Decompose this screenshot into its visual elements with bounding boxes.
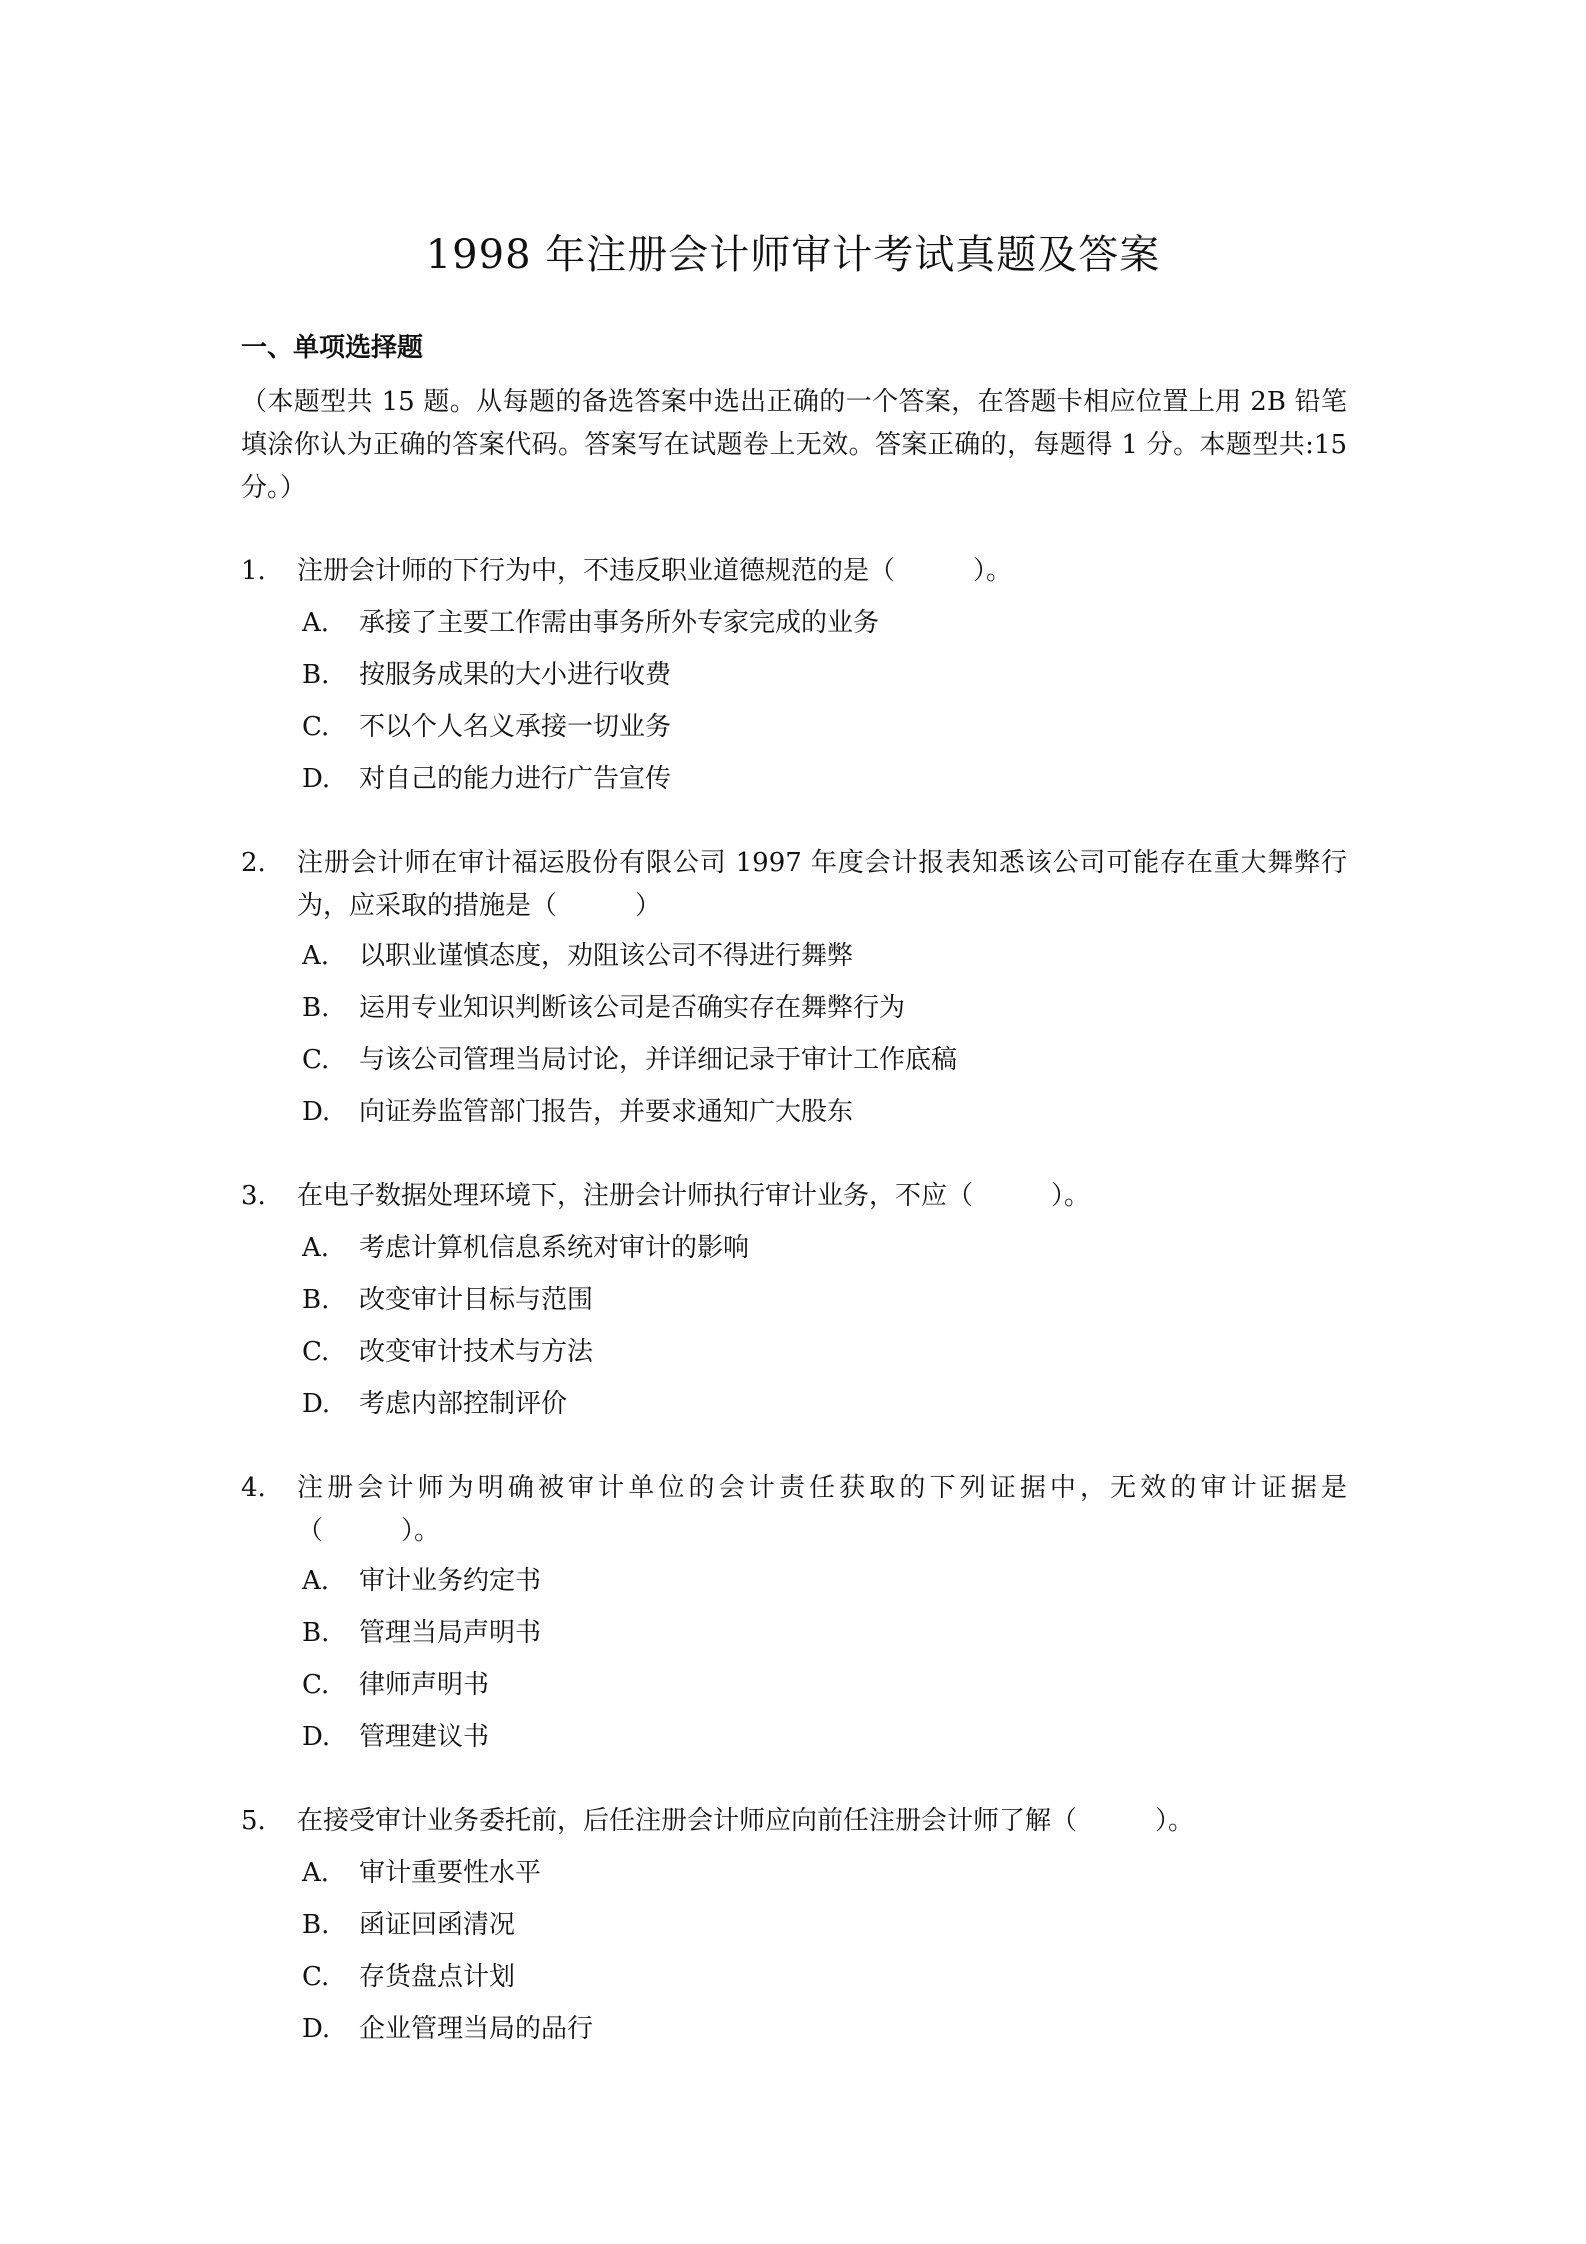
option-text: 管理当局声明书 <box>359 1618 542 1648</box>
option-letter: A. <box>302 1233 330 1263</box>
option-text: 存货盘点计划 <box>359 1962 516 1992</box>
option-text: 企业管理当局的品行 <box>359 2014 594 2044</box>
option-text: 改变审计技术与方法 <box>359 1337 594 1367</box>
option-text: 考虑内部控制评价 <box>359 1389 568 1419</box>
option-letter: C. <box>302 1962 330 1992</box>
option-text: 对自己的能力进行广告宣传 <box>359 764 672 794</box>
option-text: 不以个人名义承接一切业务 <box>359 712 672 742</box>
question-text: 注册会计师在审计福运股份有限公司 1997 年度会计报表知悉该公司可能存在重大舞弊行为，应采取的措施是（ ） <box>297 848 1347 921</box>
question-text: 注册会计师为明确被审计单位的会计责任获取的下列证据中，无效的审计证据是（ ）。 <box>297 1473 1347 1546</box>
question-number: 4. <box>241 1473 266 1503</box>
option-text: 运用专业知识判断该公司是否确实存在舞弊行为 <box>359 993 906 1023</box>
option-text: 函证回函清况 <box>359 1910 516 1940</box>
option-text: 管理建议书 <box>359 1722 490 1752</box>
question-text: 在接受审计业务委托前，后任注册会计师应向前任注册会计师了解（ ）。 <box>297 1806 1195 1836</box>
question-number: 1. <box>241 556 266 586</box>
option-letter: B. <box>302 660 330 690</box>
question-text: 在电子数据处理环境下，注册会计师执行审计业务，不应（ ）。 <box>297 1181 1091 1211</box>
option-letter: D. <box>302 2014 331 2044</box>
option-letter: D. <box>302 1097 331 1127</box>
question-number: 5. <box>241 1806 266 1836</box>
question-number: 2. <box>241 848 266 878</box>
option-text: 与该公司管理当局讨论，并详细记录于审计工作底稿 <box>359 1045 958 1075</box>
option-letter: D. <box>302 764 331 794</box>
option-letter: C. <box>302 1045 330 1075</box>
option-letter: A. <box>302 1566 330 1596</box>
option-letter: A. <box>302 1858 330 1888</box>
option-letter: B. <box>302 1618 330 1648</box>
option-text: 律师声明书 <box>359 1670 490 1700</box>
option-letter: D. <box>302 1722 331 1752</box>
option-letter: A. <box>302 608 330 638</box>
option-text: 向证券监管部门报告，并要求通知广大股东 <box>359 1097 854 1127</box>
option-text: 考虑计算机信息系统对审计的影响 <box>359 1233 750 1263</box>
page-title: 1998 年注册会计师审计考试真题及答案 <box>425 232 1161 278</box>
option-letter: B. <box>302 993 330 1023</box>
option-text: 审计业务约定书 <box>359 1566 542 1596</box>
option-letter: B. <box>302 1285 330 1315</box>
option-text: 承接了主要工作需由事务所外专家完成的业务 <box>359 608 880 638</box>
option-letter: B. <box>302 1910 330 1940</box>
option-letter: C. <box>302 1337 330 1367</box>
option-text: 按服务成果的大小进行收费 <box>359 660 672 690</box>
option-letter: C. <box>302 712 330 742</box>
option-text: 改变审计目标与范围 <box>359 1285 594 1315</box>
section-instructions: （本题型共 15 题。从每题的备选答案中选出正确的一个答案，在答题卡相应位置上用 2B 铅笔填涂你认为正确的答案代码。答案写在试题卷上无效。答案正确的，每题得 1 分。本题型共:15 分。） <box>241 387 1347 503</box>
option-letter: C. <box>302 1670 330 1700</box>
option-text: 以职业谨慎态度，劝阻该公司不得进行舞弊 <box>359 941 854 971</box>
section-heading: 一、单项选择题 <box>241 333 424 363</box>
option-letter: D. <box>302 1389 331 1419</box>
question-number: 3. <box>241 1181 266 1211</box>
option-text: 审计重要性水平 <box>359 1858 542 1888</box>
question-text: 注册会计师的下行为中，不违反职业道德规范的是（ ）。 <box>297 556 1013 586</box>
option-letter: A. <box>302 941 330 971</box>
